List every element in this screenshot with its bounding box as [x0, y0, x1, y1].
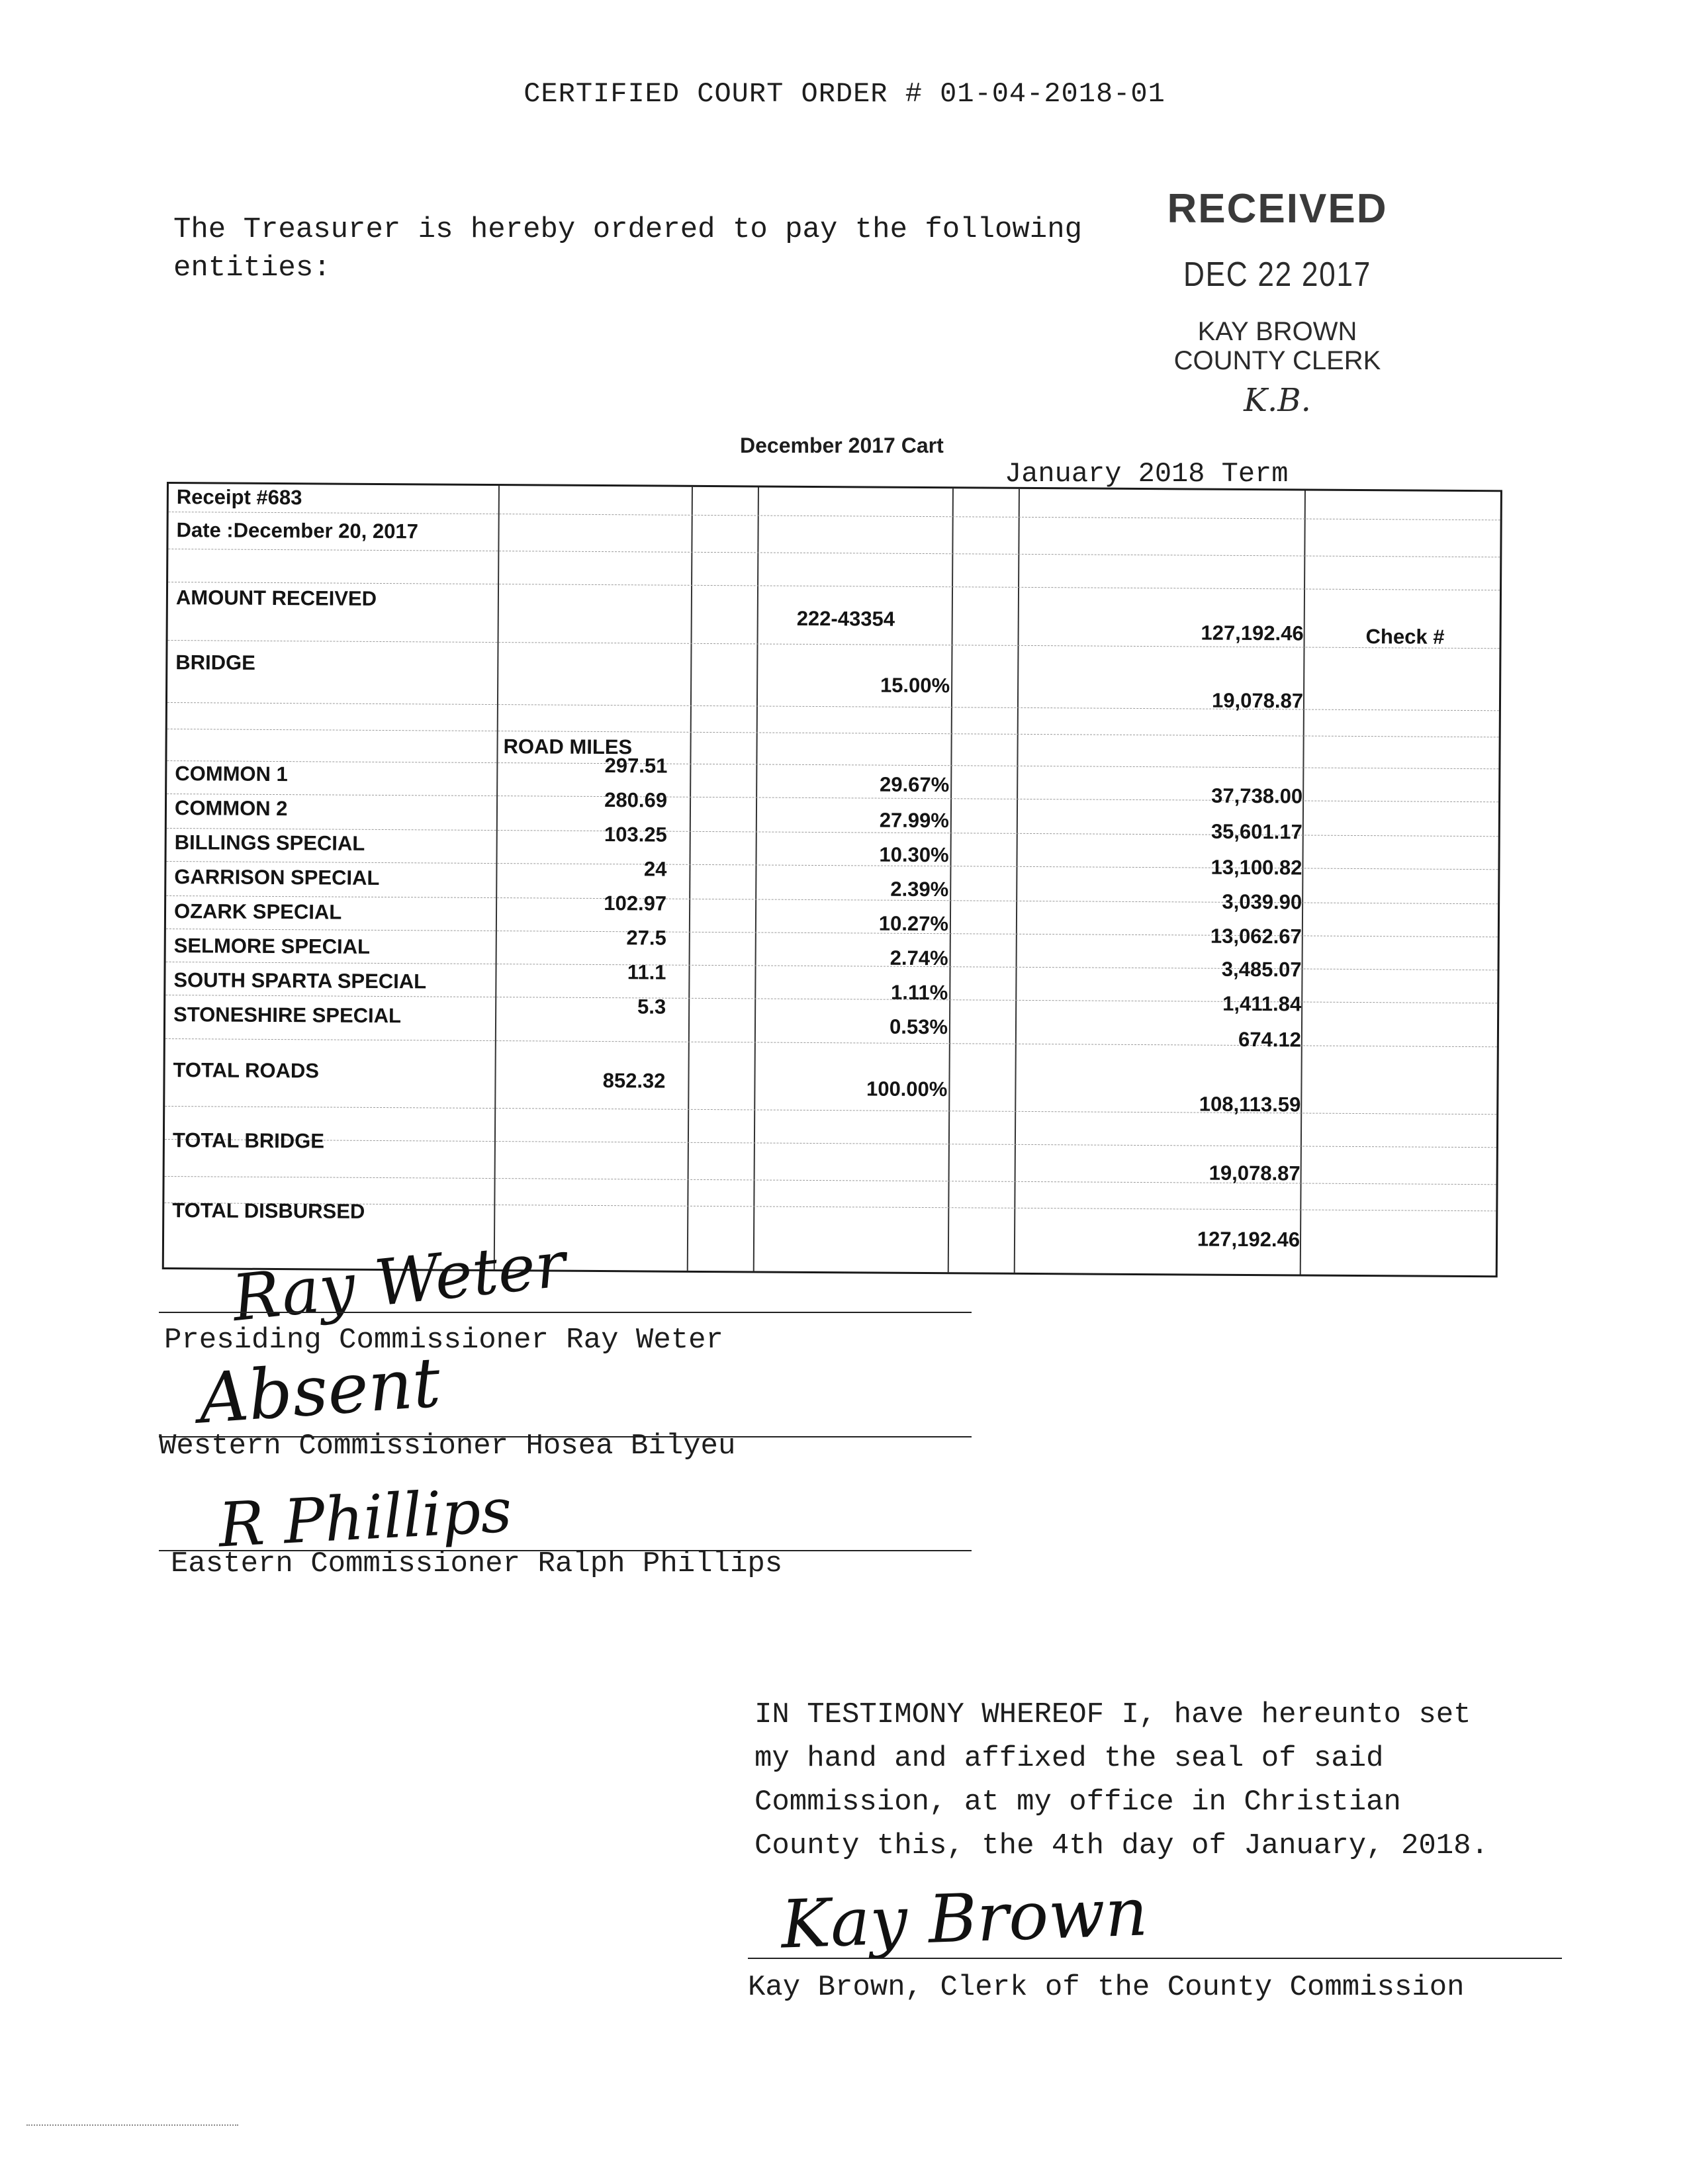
row-pct: 27.99%	[879, 808, 950, 833]
total-disbursed-value: 127,192.46	[1197, 1227, 1301, 1251]
clerk-caption: Kay Brown, Clerk of the County Commission	[748, 1971, 1465, 2004]
row-amount: 674.12	[1238, 1027, 1301, 1052]
row-miles: 103.25	[604, 823, 667, 846]
testimony-line-4: County this, the 4th day of January, 2018.	[754, 1829, 1488, 1862]
row-amount: 13,062.67	[1210, 924, 1302, 948]
row-miles: 280.69	[604, 788, 668, 812]
row-miles: 27.5	[626, 926, 666, 950]
clerk-signature-line	[748, 1958, 1562, 1959]
row-amount: 1,411.84	[1222, 991, 1302, 1016]
row-miles: 5.3	[637, 995, 666, 1019]
row-amount: 13,100.82	[1210, 855, 1302, 880]
row-label: STONESHIRE SPECIAL	[173, 1003, 402, 1028]
presiding-caption: Presiding Commissioner Ray Weter	[164, 1324, 723, 1357]
total-roads-pct: 100.00%	[866, 1077, 948, 1101]
row-amount: 3,039.90	[1222, 889, 1302, 914]
row-label: BILLINGS SPECIAL	[174, 831, 365, 855]
disbursement-table	[162, 482, 1502, 1277]
testimony-line-2: my hand and affixed the seal of said	[754, 1742, 1384, 1775]
received-stamp	[1092, 185, 1463, 419]
testimony-line-3: Commission, at my office in Christian	[754, 1786, 1401, 1819]
bridge-pct: 15.00%	[880, 673, 950, 698]
intro-text	[173, 210, 1166, 287]
row-label: GARRISON SPECIAL	[174, 865, 380, 889]
intro-line-1: The Treasurer is hereby ordered to pay the following	[173, 213, 1083, 246]
total-disbursed-label: TOTAL DISBURSED	[172, 1199, 365, 1223]
row-pct: 0.53%	[889, 1015, 948, 1039]
row-pct: 1.11%	[890, 980, 948, 1005]
total-roads-label: TOTAL ROADS	[173, 1058, 320, 1083]
row-label: SOUTH SPARTA SPECIAL	[173, 968, 427, 993]
eastern-caption: Eastern Commissioner Ralph Phillips	[171, 1547, 783, 1580]
row-amount: 37,738.00	[1211, 784, 1303, 808]
road-miles-header: ROAD MILES	[503, 735, 633, 759]
western-signature: Absent	[196, 1342, 443, 1439]
stamp-date: DEC 22 2017	[1183, 255, 1372, 294]
testimony-line-1: IN TESTIMONY WHEREOF I, have hereunto set	[754, 1698, 1471, 1731]
row-label: COMMON 2	[174, 796, 288, 821]
intro-line-2: entities:	[173, 251, 331, 285]
clerk-signature: Kay Brown	[780, 1873, 1149, 1964]
check-label: Check #	[1365, 625, 1445, 649]
row-amount: 3,485.07	[1221, 957, 1302, 981]
stamp-received: RECEIVED	[1167, 186, 1388, 232]
bridge-value: 19,078.87	[1211, 688, 1304, 713]
presiding-signature: Ray Weter	[228, 1226, 569, 1336]
presiding-signature-line	[159, 1312, 972, 1313]
receipt-date: Date :December 20, 2017	[176, 518, 418, 543]
testimony-block	[754, 1693, 1588, 1868]
amount-received-label: AMOUNT RECEIVED	[175, 586, 377, 610]
amount-received-ref: 222-43354	[796, 606, 895, 631]
total-bridge-label: TOTAL BRIDGE	[172, 1128, 325, 1153]
cart-label: December 2017 Cart	[740, 433, 944, 457]
row-pct: 10.30%	[879, 842, 949, 867]
row-miles: 297.51	[604, 754, 668, 778]
bridge-label: BRIDGE	[175, 651, 256, 674]
amount-received-value: 127,192.46	[1201, 621, 1304, 645]
eastern-signature: R Phillips	[216, 1475, 514, 1561]
row-label: COMMON 1	[175, 762, 288, 786]
row-miles: 24	[643, 857, 667, 881]
western-caption: Western Commissioner Hosea Bilyeu	[159, 1430, 736, 1463]
row-miles: 11.1	[627, 960, 666, 984]
row-pct: 29.67%	[879, 772, 950, 797]
court-order-title: CERTIFIED COURT ORDER # 01-04-2018-01	[524, 78, 1165, 110]
total-bridge-value: 19,078.87	[1209, 1161, 1301, 1185]
receipt-number: Receipt #683	[176, 485, 302, 510]
stamp-initials: K.B.	[1244, 382, 1311, 419]
row-miles: 102.97	[604, 891, 667, 915]
total-roads-miles: 852.32	[602, 1069, 666, 1093]
stamp-clerk-title: COUNTY CLERK	[1173, 346, 1381, 375]
stamp-clerk-name: KAY BROWN	[1197, 317, 1357, 346]
term-label: January 2018 Term	[1005, 458, 1289, 490]
total-roads-value: 108,113.59	[1199, 1092, 1301, 1116]
page-edge-mark	[26, 2124, 238, 2126]
row-pct: 2.39%	[890, 877, 949, 901]
row-label: SELMORE SPECIAL	[173, 934, 371, 958]
row-label: OZARK SPECIAL	[173, 899, 342, 924]
row-pct: 2.74%	[890, 946, 948, 970]
row-amount: 35,601.17	[1210, 819, 1302, 844]
row-pct: 10.27%	[878, 911, 949, 936]
